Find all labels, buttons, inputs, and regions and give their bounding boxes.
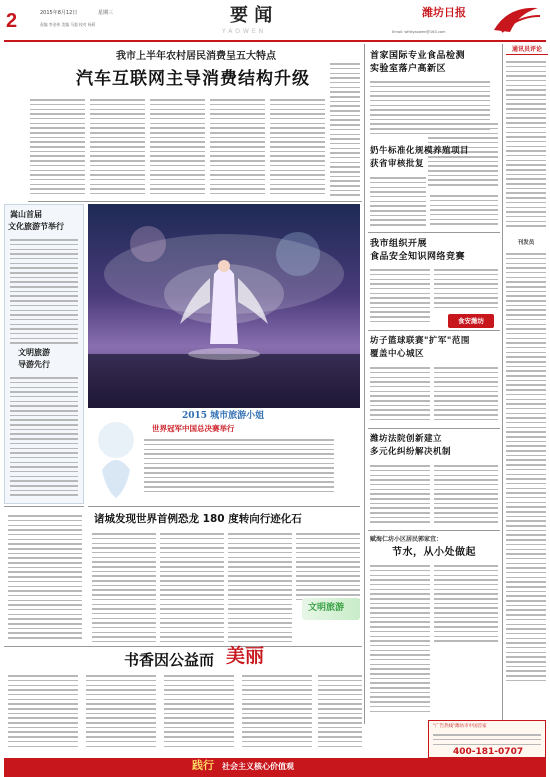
- story4-headline-2: 覆盖中心城区: [370, 349, 425, 359]
- tour-badge-label: 文明旅游: [308, 603, 345, 613]
- right-divider-1: [368, 232, 500, 233]
- sidebar-body-1: [506, 58, 546, 238]
- values-banner-b: 社会主义核心价值观: [222, 762, 294, 771]
- story5-headline-1: 潍坊法院创新建立: [370, 434, 443, 444]
- lead-body-col-3: [150, 96, 205, 198]
- editor-credits: 责编 李金伟 美编 马超 校对 杨莉: [40, 22, 96, 27]
- sidebar-title: 通讯员评论: [506, 46, 548, 55]
- ad-box: [428, 720, 546, 758]
- dino-body-col-2: [160, 530, 224, 642]
- lead-photo: [88, 204, 360, 408]
- left-headline-4: 导游先行: [18, 360, 50, 369]
- left-body-2: [10, 374, 78, 500]
- issue-date: 2015年8月12日: [40, 10, 78, 16]
- lower-left-divider: [4, 506, 84, 507]
- food-safety-badge-label: 食安潍坊: [458, 317, 484, 325]
- story6-body: [370, 562, 430, 722]
- dino-divider: [88, 506, 360, 507]
- story1-headline-1: 首家国际专业食品检测: [370, 51, 466, 61]
- story3-headline-1: 我市组织开展: [370, 239, 428, 249]
- bottom-headline-a: 书香因公益而: [124, 651, 215, 669]
- story4-body: [370, 364, 430, 424]
- bottom-divider: [4, 646, 362, 647]
- sidebar-divider: [502, 44, 503, 724]
- right-divider-2: [368, 330, 500, 331]
- story4-headline-1: 坊子篮球联赛"扩军"范围: [370, 336, 470, 346]
- header-rule: [4, 40, 546, 42]
- story4-body-2: [434, 364, 498, 424]
- right-divider-4: [368, 530, 500, 531]
- dino-body-col-1: [92, 530, 156, 642]
- story3-body-2: [434, 266, 498, 310]
- masthead-logo: [488, 2, 544, 36]
- ad-phone: 400-181-0707: [453, 747, 524, 757]
- food-safety-badge: [448, 314, 494, 328]
- sidebar-body-2: [506, 250, 546, 720]
- bottom-body-col-4: [242, 672, 312, 752]
- lead-body-col-4: [210, 96, 265, 198]
- lead-headline: 汽车互联网主导消费结构升级: [76, 69, 310, 89]
- story5-headline-2: 多元化纠纷解决机制: [370, 447, 452, 457]
- page-header: [0, 0, 550, 44]
- left-headline-3: 文明旅游: [18, 348, 50, 357]
- story5-body-2: [434, 462, 498, 526]
- dino-body-col-3: [228, 530, 292, 642]
- right-divider-3: [368, 428, 500, 429]
- section-title: 要 闻: [230, 5, 273, 26]
- bottom-headline-b: 美丽: [226, 645, 265, 667]
- left-body-3: [8, 512, 82, 642]
- ad-body: [433, 731, 541, 745]
- masthead-name: 潍坊日报: [422, 6, 466, 19]
- page-number: 2: [6, 10, 18, 32]
- lead-body-col-5: [270, 96, 325, 198]
- lead-kicker: 我市上半年农村居民消费呈五大特点: [116, 51, 276, 62]
- sidebar-subtitle: 刊发员: [517, 240, 535, 246]
- photo-side-graphic: [92, 410, 140, 502]
- left-headline-2: 文化旅游节举行: [8, 222, 64, 231]
- dino-headline: 诸城发现世界首例恐龙 180 度转向行迹化石: [94, 513, 302, 525]
- section-pinyin: YAOWEN: [222, 28, 267, 35]
- lead-body-col-6: [330, 60, 360, 198]
- left-headline-1: 嵩山首届: [10, 210, 42, 219]
- bottom-body-col-5: [318, 672, 362, 752]
- story3-headline-2: 食品安全知识网络竞赛: [370, 252, 466, 262]
- story2-headline-1: 奶牛标准化规模养殖项目: [370, 146, 470, 156]
- contact-email: Email: wfrbyaowen@163.com: [392, 30, 446, 34]
- story2-body-2: [430, 192, 498, 230]
- values-banner-a: 践行: [192, 759, 214, 772]
- issue-weekday: 星期三: [98, 10, 114, 16]
- story6-headline: 节水，从小处做起: [392, 547, 476, 558]
- story2-body: [370, 174, 426, 230]
- story5-body: [370, 462, 430, 526]
- bottom-body-col-2: [86, 672, 156, 752]
- photo-caption-sub: 世界冠军中国总决赛举行: [152, 424, 235, 433]
- story3-body: [370, 266, 430, 326]
- photo-caption-body: [144, 436, 334, 494]
- photo-caption-title: 2015 城市旅游小姐: [182, 411, 265, 421]
- story1-headline-2: 实验室落户高新区: [370, 64, 447, 74]
- story6-body-2: [434, 562, 498, 648]
- values-banner: [4, 758, 546, 777]
- lead-body-col-1: [30, 96, 85, 198]
- bottom-body-col-3: [164, 672, 234, 752]
- right-col-divider: [364, 44, 365, 724]
- lead-body-col-2: [90, 96, 145, 198]
- story2-headline-2: 获省审核批复: [370, 159, 425, 169]
- tour-badge: [302, 598, 360, 620]
- left-body-1: [10, 236, 78, 344]
- bottom-body-col-1: [8, 672, 78, 752]
- dino-body-col-4: [296, 530, 360, 600]
- story6-kicker: 赋海仁坊小区居民郭家宜：: [370, 536, 443, 543]
- ad-line-1: "广告热线"潍坊市中国首家: [433, 724, 487, 729]
- lead-divider: [28, 201, 362, 202]
